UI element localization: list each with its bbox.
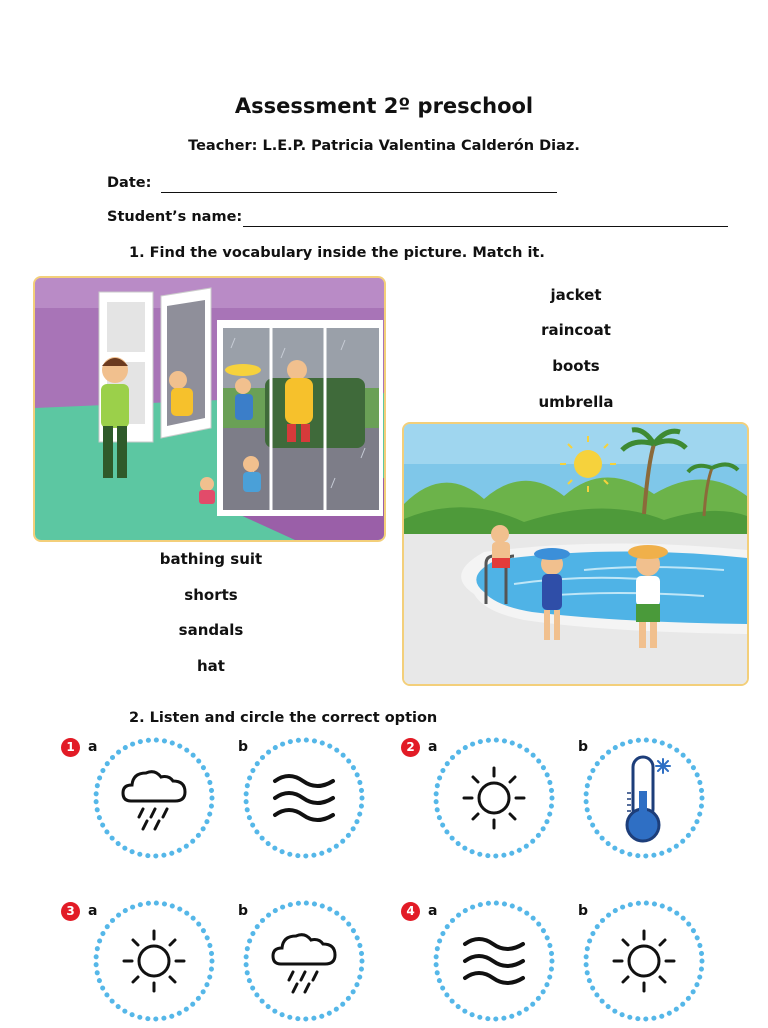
item-1-option-a-label: a <box>88 739 98 755</box>
question-2-prompt: 2. Listen and circle the correct option <box>129 710 438 726</box>
student-name-line[interactable] <box>243 226 728 227</box>
item-2-badge: 2 <box>401 738 420 757</box>
teacher-name: Teacher: L.E.P. Patricia Valentina Calderón Diaz. <box>188 138 580 154</box>
item-2-option-a[interactable] <box>431 735 557 861</box>
rainy-day-picture <box>33 276 386 542</box>
word-sandals: sandals <box>178 621 244 639</box>
date-line[interactable] <box>161 192 557 193</box>
item-1-badge: 1 <box>61 738 80 757</box>
word-hat: hat <box>197 657 225 675</box>
item-2-option-b-label: b <box>578 739 589 755</box>
rain-cloud-icon <box>123 772 185 829</box>
item-4-option-b-label: b <box>578 903 589 919</box>
rain-cloud-icon <box>273 935 335 992</box>
item-4-option-a[interactable] <box>431 898 557 1024</box>
item-1-option-b[interactable] <box>241 735 367 861</box>
item-1-option-b-label: b <box>238 739 249 755</box>
date-label: Date: <box>107 175 152 191</box>
item-4-badge: 4 <box>401 902 420 921</box>
wind-icon <box>465 939 523 983</box>
word-umbrella: umbrella <box>538 393 614 411</box>
word-shorts: shorts <box>184 586 238 604</box>
item-3-option-b-label: b <box>238 903 249 919</box>
item-2-option-a-label: a <box>428 739 438 755</box>
thermometer-cold-icon <box>627 757 670 841</box>
word-jacket: jacket <box>550 286 602 304</box>
item-4-option-a-label: a <box>428 903 438 919</box>
sun-icon <box>124 931 184 991</box>
pool-picture <box>402 422 749 686</box>
item-2-option-b[interactable] <box>581 735 707 861</box>
word-raincoat: raincoat <box>541 321 611 339</box>
question-1-prompt: 1. Find the vocabulary inside the picture. Match it. <box>129 245 545 261</box>
item-3-badge: 3 <box>61 902 80 921</box>
item-3-option-b[interactable] <box>241 898 367 1024</box>
item-3-option-a[interactable] <box>91 898 217 1024</box>
item-1-option-a[interactable] <box>91 735 217 861</box>
sun-icon <box>614 931 674 991</box>
word-boots: boots <box>552 357 600 375</box>
wind-icon <box>275 776 333 820</box>
student-name-label: Student’s name: <box>107 209 243 225</box>
item-4-option-b[interactable] <box>581 898 707 1024</box>
word-bathing-suit: bathing suit <box>159 550 263 568</box>
sun-icon <box>464 768 524 828</box>
item-3-option-a-label: a <box>88 903 98 919</box>
page-title: Assessment 2º preschool <box>234 94 534 118</box>
